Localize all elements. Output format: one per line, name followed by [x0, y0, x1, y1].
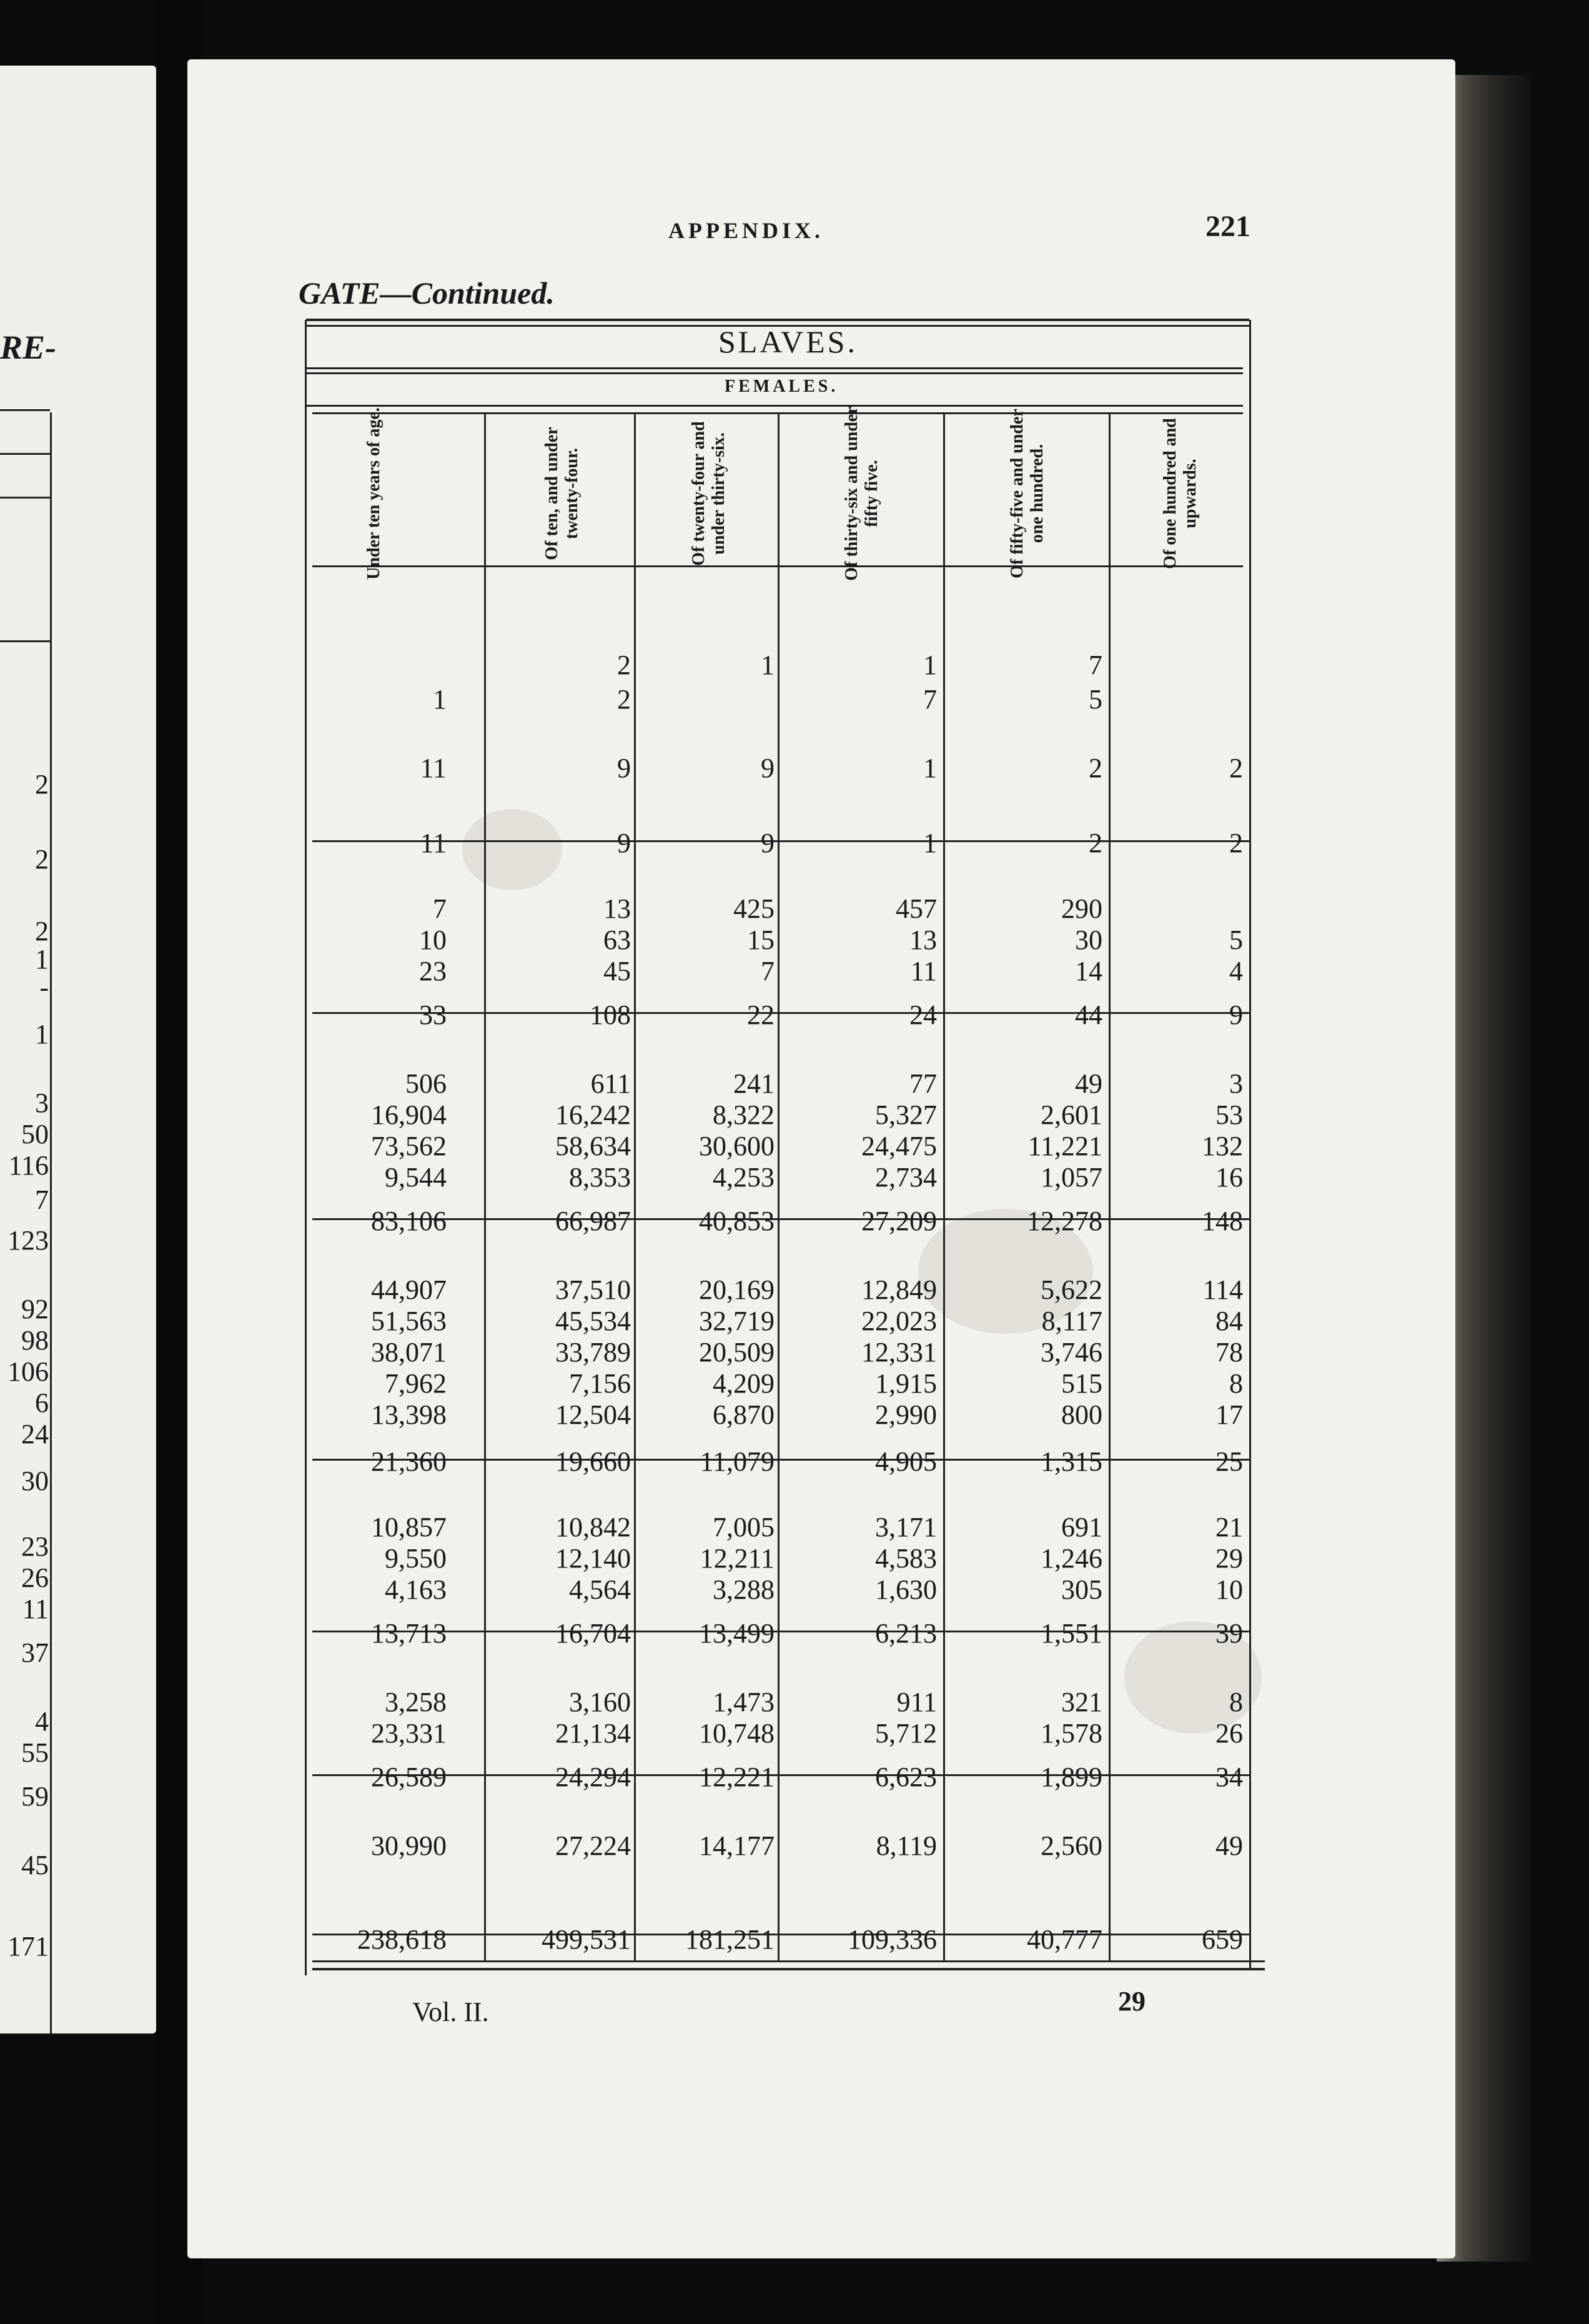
- left-page-number: 50: [21, 1119, 49, 1150]
- left-page-number: 116: [8, 1150, 49, 1181]
- table-cell: 7: [923, 684, 937, 715]
- table-cell: 132: [1202, 1131, 1243, 1161]
- table-cell: 29: [1215, 1543, 1243, 1574]
- left-page-rule: [0, 409, 50, 411]
- table-cell: 44,907: [371, 1274, 447, 1305]
- left-page-number: 98: [21, 1325, 49, 1356]
- table-cell: 4,564: [569, 1574, 631, 1605]
- table-cell: 6,213: [875, 1618, 937, 1649]
- left-page-number: 6: [35, 1388, 49, 1418]
- table-cell: 24,294: [555, 1762, 631, 1792]
- column-heading-3: Of twenty-four and under thirty-six.: [688, 421, 728, 566]
- table-cell: 39: [1215, 1618, 1243, 1649]
- left-page-rule: [0, 640, 50, 642]
- left-page-rule: [0, 497, 50, 499]
- column-heading-5: Of fifty-five and under one hundred.: [1007, 409, 1047, 579]
- table-cell: 83,106: [371, 1206, 447, 1236]
- table-cell: 26,589: [371, 1762, 447, 1792]
- column-heading-4: Of thirty-six and under fifty five.: [841, 406, 881, 581]
- table-cell: 16,704: [555, 1618, 631, 1649]
- table-cell: 10,857: [371, 1512, 447, 1542]
- left-page-number: 26: [21, 1562, 49, 1593]
- table-cell: 14: [1075, 956, 1102, 986]
- table-cell: 2,734: [875, 1162, 937, 1193]
- volume-label: Vol. II.: [412, 1997, 489, 2027]
- table-cell: 2: [1089, 828, 1102, 858]
- table-cell: 49: [1075, 1068, 1102, 1099]
- table-cell: 1,315: [1041, 1446, 1102, 1477]
- table-cell: 11: [420, 828, 447, 858]
- table-cell: 14,177: [699, 1830, 775, 1861]
- column-heading-2: Of ten, and under twenty-four.: [542, 427, 582, 560]
- table-cell: 13,398: [371, 1399, 447, 1430]
- table-cell: 24: [909, 1000, 937, 1030]
- table-cell: 691: [1061, 1512, 1102, 1542]
- table-cell: 5: [1229, 925, 1243, 955]
- table-cell: 34: [1215, 1762, 1243, 1792]
- left-page-number: 2: [35, 844, 49, 875]
- table-cell: 2: [617, 684, 631, 715]
- table-cell: 911: [896, 1687, 937, 1717]
- table-cell: 6,870: [713, 1399, 775, 1430]
- table-cell: 17: [1215, 1399, 1243, 1430]
- table-cell: 7,156: [569, 1368, 631, 1399]
- table-cell: 78: [1215, 1337, 1243, 1368]
- table-cell: 425: [733, 893, 775, 924]
- table-cell: 16: [1215, 1162, 1243, 1193]
- table-cell: 2: [1229, 753, 1243, 783]
- table-cell: 5,327: [875, 1100, 937, 1130]
- heading-rule: [306, 367, 1243, 369]
- table-cell: 5: [1089, 684, 1102, 715]
- table-cell: 4,905: [875, 1446, 937, 1477]
- table-cell: 241: [733, 1068, 775, 1099]
- table-cell: 1,473: [713, 1687, 775, 1717]
- table-right-border: [1249, 320, 1251, 1969]
- table-cell: 109,336: [848, 1924, 937, 1955]
- table-cell: 37,510: [555, 1274, 631, 1305]
- table-cell: 9,550: [385, 1543, 447, 1574]
- table-cell: 1: [433, 684, 447, 715]
- table-cell: 114: [1202, 1274, 1243, 1305]
- table-cell: 1,246: [1041, 1543, 1102, 1574]
- table-cell: 659: [1202, 1924, 1243, 1955]
- table-cell: 77: [909, 1068, 937, 1099]
- table-cell: 1: [923, 650, 937, 680]
- table-cell: 4,253: [713, 1162, 775, 1193]
- table-cell: 9: [761, 828, 775, 858]
- table-cell: 10: [419, 925, 447, 955]
- table-cell: 4,163: [385, 1574, 447, 1605]
- table-cell: 2: [1229, 828, 1243, 858]
- table-cell: 9: [761, 753, 775, 783]
- table-cell: 40,777: [1027, 1924, 1102, 1955]
- left-page-number: 123: [7, 1225, 49, 1256]
- table-cell: 1,057: [1041, 1162, 1102, 1193]
- table-cell: 7: [1089, 650, 1102, 680]
- table-cell: 26: [1215, 1718, 1243, 1749]
- table-cell: 3,171: [875, 1512, 937, 1542]
- table-cell: 1,630: [875, 1574, 937, 1605]
- left-page-number: 2: [35, 916, 49, 946]
- table-cell: 8,117: [1041, 1306, 1102, 1336]
- table-cell: 2: [1089, 753, 1102, 783]
- table-cell: 9: [617, 753, 631, 783]
- table-cell: 45: [603, 956, 631, 986]
- left-page-number: 37: [21, 1637, 49, 1668]
- table-cell: 12,140: [555, 1543, 631, 1574]
- table-cell: 3,258: [385, 1687, 447, 1717]
- table-cell: 25: [1215, 1446, 1243, 1477]
- table-cell: 238,618: [357, 1924, 447, 1955]
- table-cell: 1,578: [1041, 1718, 1102, 1749]
- table-cell: 22: [747, 1000, 775, 1030]
- table-cell: 11,079: [700, 1446, 775, 1477]
- table-cell: 11: [910, 956, 937, 986]
- table-cell: 4: [1229, 956, 1243, 986]
- table-cell: 49: [1215, 1830, 1243, 1861]
- table-cell: 21: [1215, 1512, 1243, 1542]
- table-cell: 290: [1061, 893, 1102, 924]
- table-cell: 1,899: [1041, 1762, 1102, 1792]
- table-cell: 30,990: [371, 1830, 447, 1861]
- left-page-column-rule: [50, 412, 52, 2034]
- column-heading-rule: [312, 565, 1243, 567]
- table-cell: 38,071: [371, 1337, 447, 1368]
- left-page-number: 1: [35, 944, 49, 975]
- table-cell: 10,748: [699, 1718, 775, 1749]
- table-cell: 7: [761, 956, 775, 986]
- table-cell: 27,209: [861, 1206, 937, 1236]
- table-cell: 611: [590, 1068, 631, 1099]
- table-cell: 33,789: [555, 1337, 631, 1368]
- signature-mark: 29: [1118, 1986, 1146, 2017]
- table-cell: 63: [603, 925, 631, 955]
- table-cell: 12,221: [699, 1762, 775, 1792]
- table-cell: 16,904: [371, 1100, 447, 1130]
- table-cell: 515: [1061, 1368, 1102, 1399]
- table-cell: 58,634: [555, 1131, 631, 1161]
- left-page-number: 171: [7, 1931, 49, 1962]
- left-page-number: 24: [21, 1419, 49, 1449]
- table-cell: 321: [1061, 1687, 1102, 1717]
- table-cell: 3: [1229, 1068, 1243, 1099]
- table-cell: 9: [617, 828, 631, 858]
- left-page-number: 23: [21, 1531, 49, 1562]
- left-page-number: 59: [21, 1781, 49, 1812]
- table-cell: 20,509: [699, 1337, 775, 1368]
- table-cell: 8: [1229, 1368, 1243, 1399]
- subheading-rule: [306, 405, 1243, 407]
- table-cell: 1,915: [875, 1368, 937, 1399]
- table-cell: 7: [433, 893, 447, 924]
- table-cell: 13,713: [371, 1618, 447, 1649]
- table-cell: 8,119: [876, 1830, 937, 1861]
- table-cell: 5,622: [1041, 1274, 1102, 1305]
- table-cell: 23,331: [371, 1718, 447, 1749]
- column-heading-6: Of one hundred and upwards.: [1160, 418, 1200, 569]
- table-cell: 1: [923, 753, 937, 783]
- left-page-number: 11: [22, 1594, 49, 1624]
- table-cell: 12,331: [861, 1337, 937, 1368]
- group-heading: SLAVES.: [718, 324, 858, 359]
- left-page-fragment: [0, 66, 156, 2034]
- table-cell: 73,562: [371, 1131, 447, 1161]
- table-cell: 27,224: [555, 1830, 631, 1861]
- table-cell: 13: [909, 925, 937, 955]
- table-bottom-rule: [312, 1960, 1265, 1962]
- left-page-number: 1: [35, 1019, 49, 1050]
- table-cell: 12,504: [555, 1399, 631, 1430]
- table-cell: 10,842: [555, 1512, 631, 1542]
- table-cell: 40,853: [699, 1206, 775, 1236]
- table-cell: 2: [617, 650, 631, 680]
- table-cell: 7,962: [385, 1368, 447, 1399]
- continued-title: GATE—Continued.: [299, 276, 555, 310]
- left-page-number: 4: [35, 1706, 49, 1737]
- table-cell: 1: [923, 828, 937, 858]
- left-page-number: 30: [21, 1466, 49, 1496]
- table-cell: 21,360: [371, 1446, 447, 1477]
- table-cell: 9: [1229, 1000, 1243, 1030]
- table-cell: 12,211: [700, 1543, 775, 1574]
- table-cell: 11: [420, 753, 447, 783]
- table-cell: 7,005: [713, 1512, 775, 1542]
- running-head: APPENDIX.: [668, 218, 824, 243]
- table-cell: 9,544: [385, 1162, 447, 1193]
- table-top-rule: [306, 319, 1249, 321]
- table-cell: 6,623: [875, 1762, 937, 1792]
- table-cell: 3,160: [569, 1687, 631, 1717]
- table-cell: 33: [419, 1000, 447, 1030]
- table-cell: 499,531: [542, 1924, 631, 1955]
- left-page-number: 7: [35, 1184, 49, 1215]
- table-cell: 32,719: [699, 1306, 775, 1336]
- table-cell: 8,322: [713, 1100, 775, 1130]
- table-cell: 506: [405, 1068, 447, 1099]
- table-cell: 148: [1202, 1206, 1243, 1236]
- table-cell: 305: [1061, 1574, 1102, 1605]
- table-cell: 84: [1215, 1306, 1243, 1336]
- left-page-number: 3: [35, 1088, 49, 1118]
- table-cell: 19,660: [555, 1446, 631, 1477]
- sub-heading: FEMALES.: [725, 377, 839, 396]
- table-cell: 4,583: [875, 1543, 937, 1574]
- left-page-number: 92: [21, 1294, 49, 1324]
- table-cell: 16,242: [555, 1100, 631, 1130]
- heading-rule: [306, 372, 1243, 374]
- table-cell: 44: [1075, 1000, 1102, 1030]
- table-cell: 21,134: [555, 1718, 631, 1749]
- table-cell: 45,534: [555, 1306, 631, 1336]
- table-cell: 10: [1215, 1574, 1243, 1605]
- table-cell: 457: [896, 893, 937, 924]
- table-cell: 11,221: [1027, 1131, 1102, 1161]
- left-page-number: 55: [21, 1737, 49, 1768]
- table-cell: 3,746: [1041, 1337, 1102, 1368]
- left-page-rule: [0, 453, 50, 455]
- table-cell: 13,499: [699, 1618, 775, 1649]
- table-cell: 5,712: [875, 1718, 937, 1749]
- table-cell: 51,563: [371, 1306, 447, 1336]
- table-cell: 30: [1075, 925, 1102, 955]
- table-cell: 181,251: [685, 1924, 775, 1955]
- table-cell: 30,600: [699, 1131, 775, 1161]
- table-cell: 2,601: [1041, 1100, 1102, 1130]
- left-page-number: 45: [21, 1850, 49, 1880]
- table-cell: 108: [590, 1000, 631, 1030]
- left-page-number: 106: [7, 1356, 49, 1387]
- table-cell: 1,551: [1041, 1618, 1102, 1649]
- table-cell: 4,209: [713, 1368, 775, 1399]
- left-page-number: 2: [35, 769, 49, 800]
- table-cell: 66,987: [555, 1206, 631, 1236]
- table-cell: 1: [761, 650, 775, 680]
- table-cell: 20,169: [699, 1274, 775, 1305]
- table-cell: 24,475: [861, 1131, 937, 1161]
- table-cell: 12,278: [1027, 1206, 1102, 1236]
- table-cell: 3,288: [713, 1574, 775, 1605]
- table-cell: 2,560: [1041, 1830, 1102, 1861]
- table-cell: 53: [1215, 1100, 1243, 1130]
- table-cell: 800: [1061, 1399, 1102, 1430]
- column-heading-1: Under ten years of age.: [364, 407, 384, 580]
- table-cell: 15: [747, 925, 775, 955]
- table-cell: 8: [1229, 1687, 1243, 1717]
- table-cell: 22,023: [861, 1306, 937, 1336]
- table-cell: 23: [419, 956, 447, 986]
- table-cell: 13: [603, 893, 631, 924]
- left-page-title-fragment: RE-: [0, 329, 57, 366]
- table-cell: 12,849: [861, 1274, 937, 1305]
- table-cell: 8,353: [569, 1162, 631, 1193]
- table-cell: 2,990: [875, 1399, 937, 1430]
- page-number: 221: [1205, 210, 1250, 243]
- left-page-number: -: [39, 972, 49, 1003]
- table-bottom-rule: [312, 1968, 1265, 1970]
